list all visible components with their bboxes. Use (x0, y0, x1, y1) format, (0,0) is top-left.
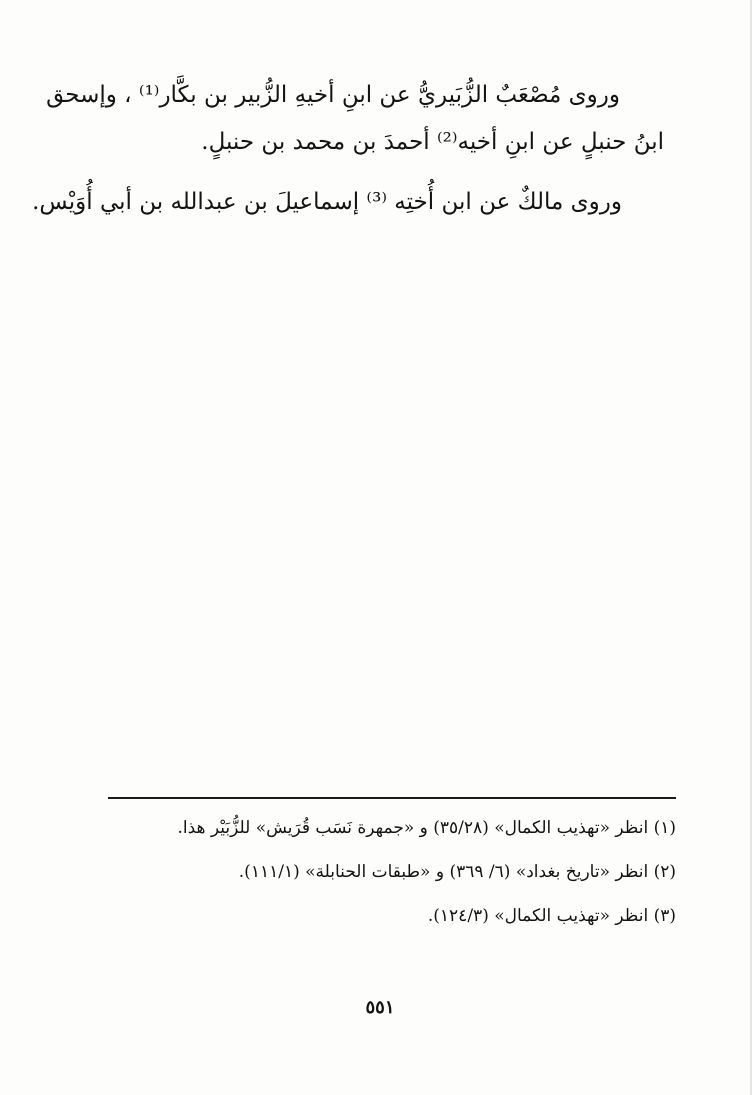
main-text-line-1: وروى مُصْعَبٌ الزُّبَيريُّ عن ابنِ أخيهِ الزُّبير بن بكَّار⁽¹⁾ ، وإسحق (46, 82, 620, 108)
main-text-line-2: ابنُ حنبلٍ عن ابنِ أخيه⁽²⁾ أحمدَ بن محمد بن حنبلٍ. (201, 129, 664, 155)
footnote-separator (108, 797, 676, 799)
main-text-line-3: وروى مالكٌ عن ابن أُختِه ⁽³⁾ إسماعيلَ بن عبدالله بن أبي أُوَيْس. (32, 189, 622, 215)
page-number: ٥٥١ (365, 997, 395, 1018)
footnote-3: (٣) انظر «تهذيب الكمال» (١٢٤/٣). (427, 906, 676, 926)
footnote-1: (١) انظر «تهذيب الكمال» (٣٥/٢٨) و «جمهرة نَسَب قُرَيش» للزُّبَيْر هذا. (177, 818, 676, 838)
footnote-2: (٢) انظر «تاريخ بغداد» (٦/ ٣٦٩) و «طبقات الحنابلة» (١١١/١). (238, 862, 676, 882)
